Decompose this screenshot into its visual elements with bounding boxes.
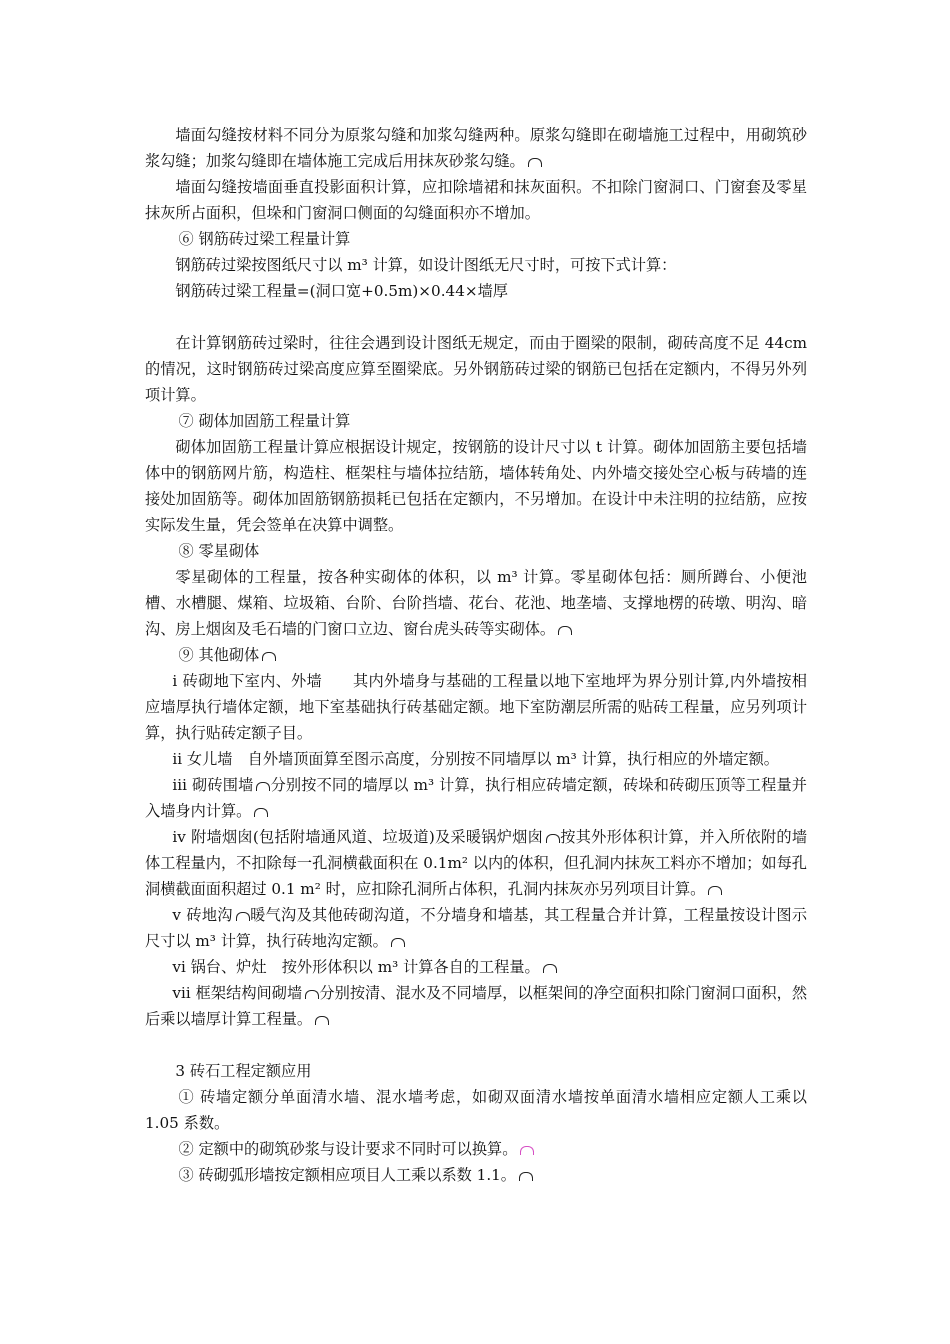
item-chimney: ⅳ 附墙烟囱(包括附墙通风道、垃圾道)及采暖锅炉烟囱 按其外形体积计算，并入所依附的墙体工程量内，不扣除每一孔洞横截面积在 0.1m² 以内的体积，但孔洞内抹灰工料亦不增加；如每孔洞横截面面积超过 0.1 m² 时，应扣除孔洞所占体积，孔洞内抹灰亦另列项目计算。 [145, 828, 808, 898]
blank-line [145, 1032, 807, 1058]
paragraph-mark-icon [315, 1016, 329, 1025]
paragraph-mark-icon [708, 886, 722, 895]
paragraph-mark-icon [262, 652, 276, 661]
item-stove: ⅵ 锅台、炉灶 按外形体积以 m³ 计算各自的工程量。 [145, 954, 807, 980]
paragraph-mark-icon [391, 938, 405, 947]
section-heading-quota: 3 砖石工程定额应用 [175, 1062, 312, 1080]
item-brick-trench: ⅴ 砖地沟 暖气沟及其他砖砌沟道，不分墙身和墙基，其工程量合并计算，工程量按设计图示尺寸以 m³ 计算，执行砖地沟定额。 [145, 906, 808, 950]
paragraph-mark-icon [546, 834, 560, 843]
document-body [145, 122, 807, 1188]
paragraph-mark-icon [558, 626, 572, 635]
paragraph-mark-icon [236, 912, 250, 921]
paragraph-reinforcement: 砌体加固筋工程量计算应根据设计规定，按钢筋的设计尺寸以 t 计算。砌体加固筋主要包括墙体中的钢筋网片筋，构造柱、框架柱与墙体拉结筋，墙体转角处、内外墙交接处空心板与砖墙的连接处加固筋等。砌体加固筋钢筋损耗已包括在定额内，不另增加。在设计中未注明的拉结筋，应按实际发生量，凭会签单在决算中调整。 [145, 438, 807, 534]
paragraph-mark-icon [528, 158, 542, 167]
item-quota-3: ③ 砖砌弧形墙按定额相应项目人工乘以系数 1.1。 [145, 1162, 807, 1188]
paragraph-mark-icon [254, 808, 268, 817]
paragraph-mark-icon [519, 1172, 533, 1181]
item-basement-walls: ⅰ 砖砌地下室内、外墙 其内外墙身与基础的工程量以地下室地坪为界分别计算,内外墙按相应墙厚执行墙体定额，地下室基础执行砖基础定额。地下室防潮层所需的贴砖工程量，应另列项计算，执行贴砖定额子目。 [145, 672, 807, 742]
paragraph-pointing-area: 墙面勾缝按墙面垂直投影面积计算，应扣除墙裙和抹灰面积。不扣除门窗洞口、门窗套及零星抹灰所占面积，但垛和门窗洞口侧面的勾缝面积亦不增加。 [145, 178, 807, 222]
heading-other-masonry: ⑨ 其他砌体 [145, 642, 807, 668]
item-quota-1: ① 砖墙定额分单面清水墙、混水墙考虑，如砌双面清水墙按单面清水墙相应定额人工乘以 1.05 系数。 [145, 1088, 807, 1132]
item-enclosure-wall: ⅲ 砌砖围墙 分别按不同的墙厚以 m³ 计算，执行相应砖墙定额，砖垛和砖砌压顶等工程量并入墙身内计算。 [145, 776, 807, 820]
paragraph-pointing-types: 墙面勾缝按材料不同分为原浆勾缝和加浆勾缝两种。原浆勾缝即在砌墙施工过程中，用砌筑砂浆勾缝；加浆勾缝即在墙体施工完成后用抹灰砂浆勾缝。 [145, 126, 807, 170]
paragraph-mark-icon [305, 990, 319, 999]
heading-misc-masonry: ⑧ 零星砌体 [178, 542, 260, 560]
heading-reinforcement: ⑦ 砌体加固筋工程量计算 [178, 412, 351, 430]
blank-line [145, 304, 807, 330]
paragraph-mark-icon [543, 964, 557, 973]
item-quota-2: ② 定额中的砌筑砂浆与设计要求不同时可以换算。 [145, 1136, 807, 1162]
item-frame-infill: ⅶ 框架结构间砌墙 分别按清、混水及不同墙厚，以框架间的净空面积扣除门窗洞口面积，然后乘以墙厚计算工程量。 [145, 984, 808, 1028]
paragraph-mark-icon [256, 782, 270, 791]
heading-lintel: ⑥ 钢筋砖过梁工程量计算 [178, 230, 351, 248]
paragraph-lintel-height: 在计算钢筋砖过梁时，往往会遇到设计图纸无规定，而由于圈梁的限制，砌砖高度不足 44cm 的情况，这时钢筋砖过梁高度应算至圈梁底。另外钢筋砖过梁的钢筋已包括在定额内，不得另外列项计算。 [145, 334, 807, 404]
formula-lintel: 钢筋砖过梁工程量=(洞口宽+0.5m)×0.44×墙厚 [175, 282, 508, 300]
paragraph-misc-masonry: 零星砌体的工程量，按各种实砌体的体积，以 m³ 计算。零星砌体包括：厕所蹲台、小便池槽、水槽腿、煤箱、垃圾箱、台阶、台阶挡墙、花台、花池、地垄墙、支撑地楞的砖墩、明沟、暗沟、房上烟囱及毛石墙的门窗口立边、窗台虎头砖等实砌体。 [145, 568, 807, 638]
paragraph-mark-icon [520, 1146, 534, 1155]
item-parapet: ⅱ 女儿墙 自外墙顶面算至图示高度，分别按不同墙厚以 m³ 计算，执行相应的外墙定额。 [172, 750, 779, 768]
paragraph-lintel-rule: 钢筋砖过梁按图纸尺寸以 m³ 计算，如设计图纸无尺寸时，可按下式计算： [175, 256, 677, 274]
